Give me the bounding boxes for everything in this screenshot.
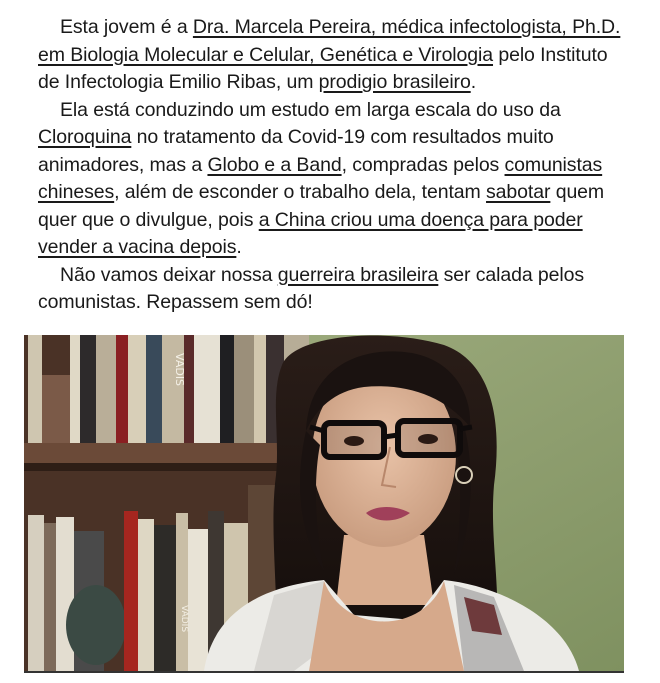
p2-text-6: .: [236, 236, 242, 258]
p3-text-1: Não vamos deixar nossa: [60, 263, 278, 286]
p3-text-2: ser calada pelos comunistas. Repassem sem dó!: [38, 263, 585, 313]
p2-underline-5: a China criou uma doença para poder vender a vacina depois: [38, 208, 583, 258]
p2-text-2: no tratamento da Covid-19 com resultados muito animadores, mas a: [38, 126, 554, 176]
p2-text-4: , além de esconder o trabalho dela, tentam: [114, 181, 487, 203]
book-spine-label-2: VADIS: [179, 605, 189, 633]
p2-text-5: quem quer que o divulgue, pois: [38, 181, 605, 231]
p3-underline-1: guerreira brasileira: [277, 263, 439, 286]
p2-underline-3: comunistas chineses: [38, 153, 603, 203]
paragraph-3: [38, 262, 623, 317]
caption-text: [38, 14, 623, 317]
book-spine-label-1: VADIS: [173, 353, 186, 387]
p2-underline-2: Globo e a Band: [207, 153, 342, 176]
p1-text-2: pelo Instituto de Infectologia Emilio Ribas, um: [38, 43, 608, 93]
p2-underline-1: Cloroquina: [38, 126, 132, 148]
p2-text-3: , compradas pelos: [341, 153, 505, 176]
photo-bottom-border: [24, 671, 624, 673]
p2-underline-4: sabotar: [486, 181, 551, 203]
photo-illustration: [24, 335, 624, 671]
paragraph-2: [38, 97, 623, 262]
p1-underline-1: Dra. Marcela Pereira, médica infectologista, Ph.D. em Biologia Molecular e Celular, Genética e Virologia: [38, 16, 621, 66]
p2-text-1: Ela está conduzindo um estudo em larga escala do uso da: [60, 98, 561, 121]
p1-text-3: .: [470, 71, 477, 93]
woman-portrait-photo: [24, 335, 624, 671]
p1-text-1: Esta jovem é a: [60, 16, 193, 38]
p1-underline-2: prodigio brasileiro: [318, 71, 471, 93]
paragraph-1: [38, 14, 623, 97]
